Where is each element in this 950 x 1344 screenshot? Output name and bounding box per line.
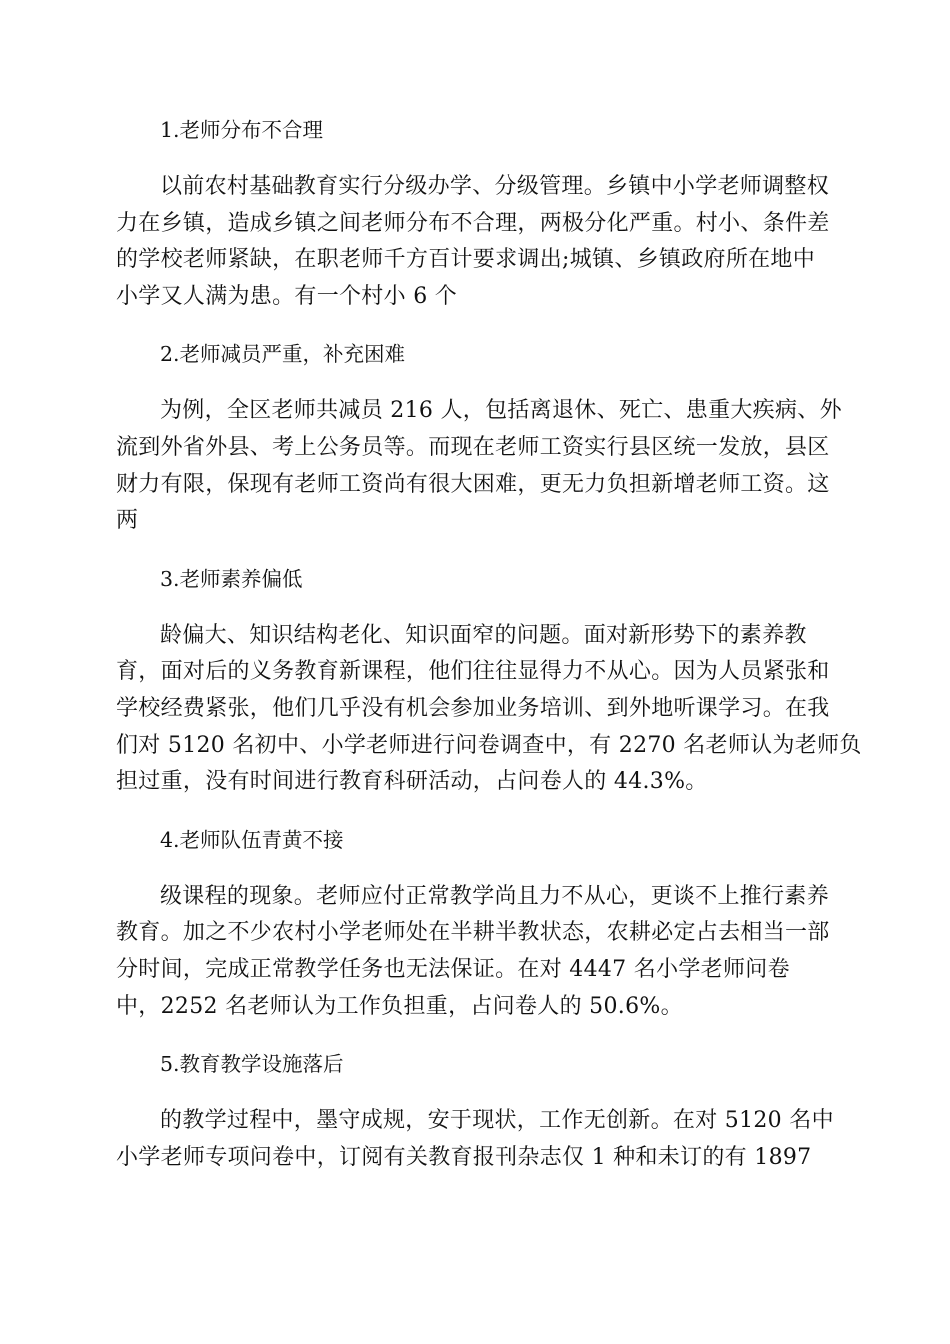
paragraph-line: 教育。加之不少农村小学老师处在半耕半教状态，农耕必定占去相当一部	[116, 920, 830, 946]
section-heading-5: 5.教育教学设施落后	[160, 1052, 344, 1077]
paragraph-line: 力在乡镇，造成乡镇之间老师分布不合理，两极分化严重。村小、条件差	[116, 210, 830, 236]
paragraph-line: 育，面对后的义务教育新课程，他们往往显得力不从心。因为人员紧张和	[116, 659, 830, 685]
section-paragraph-4	[116, 879, 836, 1025]
paragraph-line: 流到外省外县、考上公务员等。而现在老师工资实行县区统一发放，县区	[116, 434, 830, 460]
section-heading-2: 2.老师减员严重，补充困难	[160, 342, 406, 367]
section-paragraph-3	[116, 618, 862, 801]
paragraph-line: 们对 5120 名初中、小学老师进行问卷调查中，有 2270 名老师认为老师负	[116, 732, 862, 758]
paragraph-line: 中，2252 名老师认为工作负担重，占问卷人的 50.6%。	[116, 993, 683, 1019]
paragraph-line: 分时间，完成正常教学任务也无法保证。在对 4447 名小学老师问卷	[116, 956, 790, 982]
paragraph-line: 级课程的现象。老师应付正常教学尚且力不从心，更谈不上推行素养	[160, 883, 830, 909]
section-heading-4: 4.老师队伍青黄不接	[160, 827, 344, 852]
paragraph-line: 小学又人满为患。有一个村小 6 个	[116, 283, 458, 309]
paragraph-line: 的教学过程中，墨守成规，安于现状，工作无创新。在对 5120 名中	[160, 1108, 834, 1134]
section-paragraph-5	[116, 1103, 836, 1176]
paragraph-line: 学校经费紧张，他们几乎没有机会参加业务培训、到外地听课学习。在我	[116, 695, 830, 721]
paragraph-line: 龄偏大、知识结构老化、知识面窄的问题。面对新形势下的素养教	[160, 622, 807, 648]
paragraph-line: 小学老师专项问卷中，订阅有关教育报刊杂志仅 1 种和未订的有 1897	[116, 1144, 812, 1170]
paragraph-line: 两	[116, 508, 139, 534]
paragraph-line: 以前农村基础教育实行分级办学、分级管理。乡镇中小学老师调整权	[160, 174, 830, 199]
paragraph-line: 财力有限，保现有老师工资尚有很大困难，更无力负担新增老师工资。这	[116, 471, 830, 497]
paragraph-line: 担过重，没有时间进行教育科研活动，占问卷人的 44.3%。	[116, 769, 708, 795]
section-paragraph-1	[116, 169, 836, 315]
document-page	[116, 112, 862, 1197]
paragraph-line: 的学校老师紧缺，在职老师千方百计要求调出;城镇、乡镇政府所在地中	[116, 247, 816, 273]
section-heading-1: 1.老师分布不合理	[160, 118, 324, 142]
section-heading-3: 3.老师素养偏低	[160, 566, 303, 591]
section-paragraph-2	[116, 393, 842, 539]
paragraph-line: 为例，全区老师共减员 216 人，包括离退休、死亡、患重大疾病、外	[160, 398, 842, 424]
